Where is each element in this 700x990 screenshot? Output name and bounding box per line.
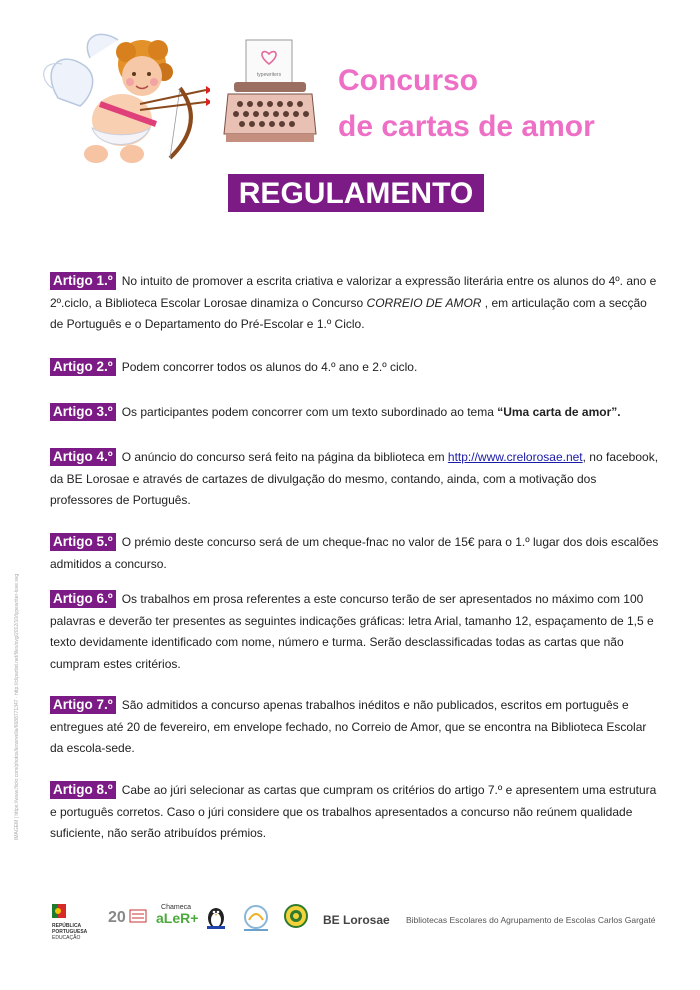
title-line-1: Concurso [338,64,479,97]
penguin-logo [205,904,227,930]
article-label: Artigo 2.º [50,358,116,376]
article-text: O prémio deste concurso será de um cheque-fnac no valor de 15€ para o 1.º lugar dos dois escalões admitidos a concurso. [50,535,659,571]
article-text: No intuito de promover a escrita criativa e valorizar a expressão literária entre os alunos do 4º. ano e 2º.ciclo, a Biblioteca Escolar Lorosae dinamiza o Concurso [50,274,657,310]
article-6 [50,589,660,675]
article-label: Artigo 4.º [50,448,116,466]
educacao-text: EDUCAÇÃO [52,935,81,941]
article-2 [50,357,660,379]
article-text: Os participantes podem concorrer com um texto subordinado ao tema [121,405,498,419]
be-lorosae-description: Bibliotecas Escolares do Agrupamento de Escolas Carlos Gargaté [406,915,656,925]
republica-text: REPÚBLICA PORTUGUESA [52,923,88,935]
typewriter-illustration [222,38,318,146]
article-text: São admitidos a concurso apenas trabalhos inéditos e não publicados, escritos em português e entregues até 20 de fevereiro, em envelope fechado, no Correio de Amor, que se encontra na Biblioteca Escolar da escola-sede. [50,698,647,755]
article-text: O anúncio do concurso será feito na página da biblioteca em [121,450,448,464]
circle-emblem-logo [240,904,272,932]
article-3 [50,402,660,424]
aler-text: aLeR+ [156,910,199,926]
article-5 [50,532,660,575]
article-label: Artigo 5.º [50,533,116,551]
article-label: Artigo 8.º [50,781,116,799]
be-lorosae-name: BE Lorosae [323,913,390,927]
page-title [338,58,595,150]
article-text: Os trabalhos em prosa referentes a este concurso terão de ser apresentados no máximo com 100 palavras e deverão ter presentes as seguintes indicações gráficas: letra Arial, tamanho 12, espaçamento de 1,5 e texto devidamente identificado com nome, número e turma. Serão desclassificadas todas as cartas que não cumpram estes critérios. [50,592,654,671]
article-label: Artigo 3.º [50,403,116,421]
flag-icon [52,904,66,918]
article-emphasis: “Uma carta de amor”. [497,405,621,419]
article-text: Cabe ao júri selecionar as cartas que cumpram os critérios do artigo 7.º e apresentem uma estrutura e português corretos. Caso o júri considere que os trabalhos apresentados a concurso não reúnem qualidade suficiente, não serão atribuídos prémios. [50,783,657,840]
republica-portuguesa-logo [52,904,100,941]
school-seal-logo [284,904,308,930]
image-credit: IMAGEM | https://www.flickr.com/photos/lenorvella/6688771347 · http://clipartist.net/files/svg/2012/10/typewriter-love.svg [14,573,20,840]
article-1 [50,271,660,336]
article-label: Artigo 6.º [50,590,116,608]
chameca-text: Chameca [161,904,191,911]
article-text: Podem concorrer todos os alunos do 4.º ano e 2.º ciclo. [121,360,418,374]
title-line-2: de cartas de amor [338,110,595,143]
typewriter-label: typewriters [256,72,282,78]
article-text: , em articulação com a secção de Português e o Departamento do Pré-Escolar e 1.º Ciclo. [50,295,647,331]
article-label: Artigo 7.º [50,696,116,714]
anniversary-logo [106,904,150,930]
svg-text:20: 20 [108,909,126,926]
article-8 [50,780,660,845]
cupid-illustration [30,28,210,178]
article-4 [50,447,660,512]
article-text: , no facebook, da BE Lorosae e através de cartazes de divulgação do mesmo, contando, ainda, com a motivação dos professores de Português. [50,450,659,507]
article-emphasis: CORREIO DE AMOR [366,295,482,310]
article-label: Artigo 1.º [50,272,116,290]
regulamento-banner: REGULAMENTO [228,174,484,212]
chameca-aler-logo [156,904,199,926]
article-7 [50,695,660,760]
library-website-link[interactable]: http://www.crelorosae.net [447,450,583,464]
